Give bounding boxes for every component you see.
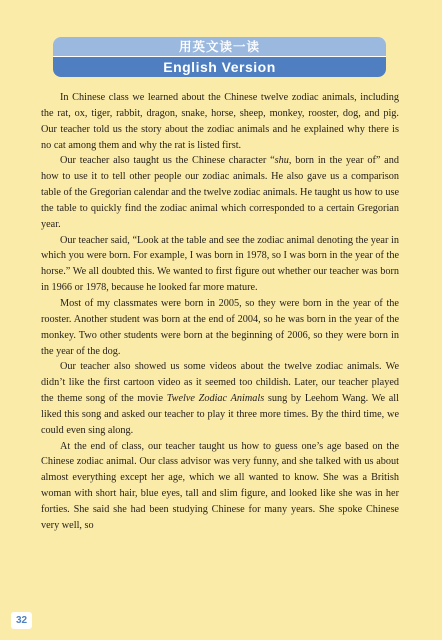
- article-body: [41, 90, 399, 534]
- paragraph-2: [41, 153, 399, 232]
- movie-title: Twelve Zodiac Animals: [166, 393, 265, 405]
- paragraph-1: In Chinese class we learned about the Chinese twelve zodiac animals, including the rat, ox, tiger, rabbit, dragon, snake, horse, sheep, monkey, rooster, dog, and pig. Our teacher told us the story about the zodiac animals and he explained why there is no cat among them and why the rat is listed first.: [41, 92, 399, 151]
- banner-title-english: English Version: [53, 57, 386, 77]
- paragraph-5-part-a: Our teacher also showed us some videos about the twelve zodiac animals. We didn’t like the first cartoon video as it seemed too childish. Later, our teacher played the theme song of the movie: [41, 361, 399, 405]
- paragraph-2-part-a: Our teacher also taught us the Chinese character “: [60, 155, 275, 167]
- banner-title-chinese: 用英文读一读: [53, 37, 386, 56]
- section-banner: [53, 37, 386, 77]
- pinyin-shu: shu: [274, 155, 289, 167]
- paragraph-3: Our teacher said, “Look at the table and see the zodiac animal denoting the year in which you were born. For example, I was born in 1978, so I was born in the year of the horse.” We all doubted this. We wanted to first figure out whether our teacher was born in 1966 or 1978, because he looked far more mature.: [41, 234, 399, 294]
- paragraph-4: Most of my classmates were born in 2005, so they were born in the year of the rooster. Another student was born at the end of 2004, so he was born in the year of the monkey. Two other students were born at the beginning of 2006, so they were born in the year of the dog.: [41, 297, 399, 357]
- paragraph-5: [41, 359, 399, 438]
- paragraph-5-part-b: sung by Leehom Wang. We all liked this song and asked our teacher to play it three more times. By the third time, we could even sing along.: [41, 393, 399, 436]
- paragraph-6: At the end of class, our teacher taught us how to guess one’s age based on the Chinese zodiac animal. Our class advisor was very funny, and she talked with us about almost everything except her age, which we all wanted to know. She was a British woman with short hair, blue eyes, tall and slim figure, and looked like she was in her forties. She said she had been studying Chinese for many years. She spoke Chinese very well, so: [41, 440, 399, 531]
- paragraph-2-part-b: , born in the year of” and how to use it to tell other people our zodiac animals. He also gave us a comparison table of the Gregorian calendar and the twelve zodiac animals. He taught us how to use the table to quickly find the zodiac animal which corresponded to a certain Gregorian year.: [41, 155, 399, 230]
- page-number: 32: [11, 612, 32, 629]
